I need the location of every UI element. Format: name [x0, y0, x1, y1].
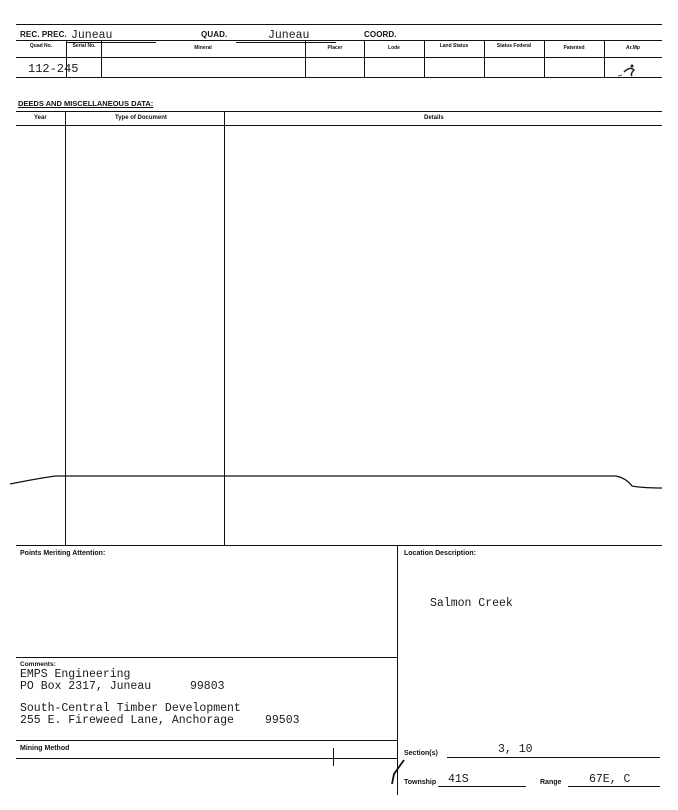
- pencil-tick-mark: [333, 748, 334, 766]
- deeds-bottom-rule: [16, 545, 662, 546]
- quad-serial-value: 112-245: [28, 62, 79, 76]
- comments-label: Comments:: [20, 661, 56, 668]
- col-div-5: [424, 40, 425, 77]
- col-div-6: [484, 40, 485, 77]
- col-ar-mp: Ar.Mp: [626, 45, 640, 51]
- comments-line3: South-Central Timber Development: [20, 702, 241, 715]
- deeds-col-year: Year: [34, 115, 47, 121]
- coord-label: COORD.: [364, 30, 397, 39]
- township-label: Township: [404, 779, 437, 786]
- col-quad-no: Quad No.: [29, 43, 53, 49]
- comments-line2-zip: 99803: [190, 680, 225, 693]
- comments-line1: EMPS Engineering: [20, 668, 131, 681]
- pencil-mark-icon: [610, 56, 650, 80]
- rec-prec-value: Juneau: [71, 29, 113, 42]
- splice-fold-line: [10, 466, 670, 496]
- points-label: Points Meriting Attention:: [20, 550, 106, 557]
- col-div-2: [101, 40, 102, 77]
- col-land-status: Land Status: [439, 43, 469, 49]
- col-status-federal: Status Federal: [496, 43, 532, 49]
- deeds-col-details: Details: [424, 115, 444, 121]
- deeds-top-rule: [16, 111, 662, 112]
- township-value: 41S: [448, 773, 469, 786]
- check-mark-icon: [390, 758, 412, 786]
- col-serial-no: Serial No.: [72, 43, 96, 49]
- section-value: 3, 10: [498, 743, 533, 756]
- col-mineral: Mineral: [194, 45, 212, 51]
- quad-value: Juneau: [268, 29, 310, 42]
- location-value: Salmon Creek: [430, 597, 513, 610]
- location-label: Location Description:: [404, 550, 476, 557]
- comments-top-rule: [16, 657, 397, 658]
- record-bottom-rule: [16, 77, 662, 78]
- comments-line4-zip: 99503: [265, 714, 300, 727]
- deeds-header-bottom-rule: [16, 125, 662, 126]
- rec-prec-label: REC. PREC.: [20, 30, 67, 39]
- quad-label: QUAD.: [201, 30, 228, 39]
- deeds-col-type: Type of Document: [115, 115, 167, 121]
- mining-bottom-rule: [16, 758, 397, 759]
- col-lode: Lode: [388, 45, 400, 51]
- col-div-8: [604, 40, 605, 77]
- range-value: 67E, C: [589, 773, 631, 786]
- quad-underline: [236, 42, 336, 43]
- deeds-section-title: DEEDS AND MISCELLANEOUS DATA:: [18, 99, 154, 108]
- township-underline: [438, 786, 526, 787]
- header-top-rule: [16, 24, 662, 25]
- col-patented: Patented: [563, 45, 585, 51]
- comments-line4: 255 E. Fireweed Lane, Anchorage: [20, 714, 234, 727]
- col-placer: Placer: [327, 45, 343, 51]
- colheader-bottom-rule: [16, 57, 662, 58]
- colheader-top-rule: [16, 40, 662, 41]
- range-label: Range: [540, 779, 562, 786]
- mining-label: Mining Method: [20, 745, 70, 752]
- section-underline: [447, 757, 660, 758]
- section-label: Section(s): [404, 750, 438, 757]
- mining-top-rule: [16, 740, 397, 741]
- comments-line2: PO Box 2317, Juneau: [20, 680, 152, 693]
- range-underline: [568, 786, 660, 787]
